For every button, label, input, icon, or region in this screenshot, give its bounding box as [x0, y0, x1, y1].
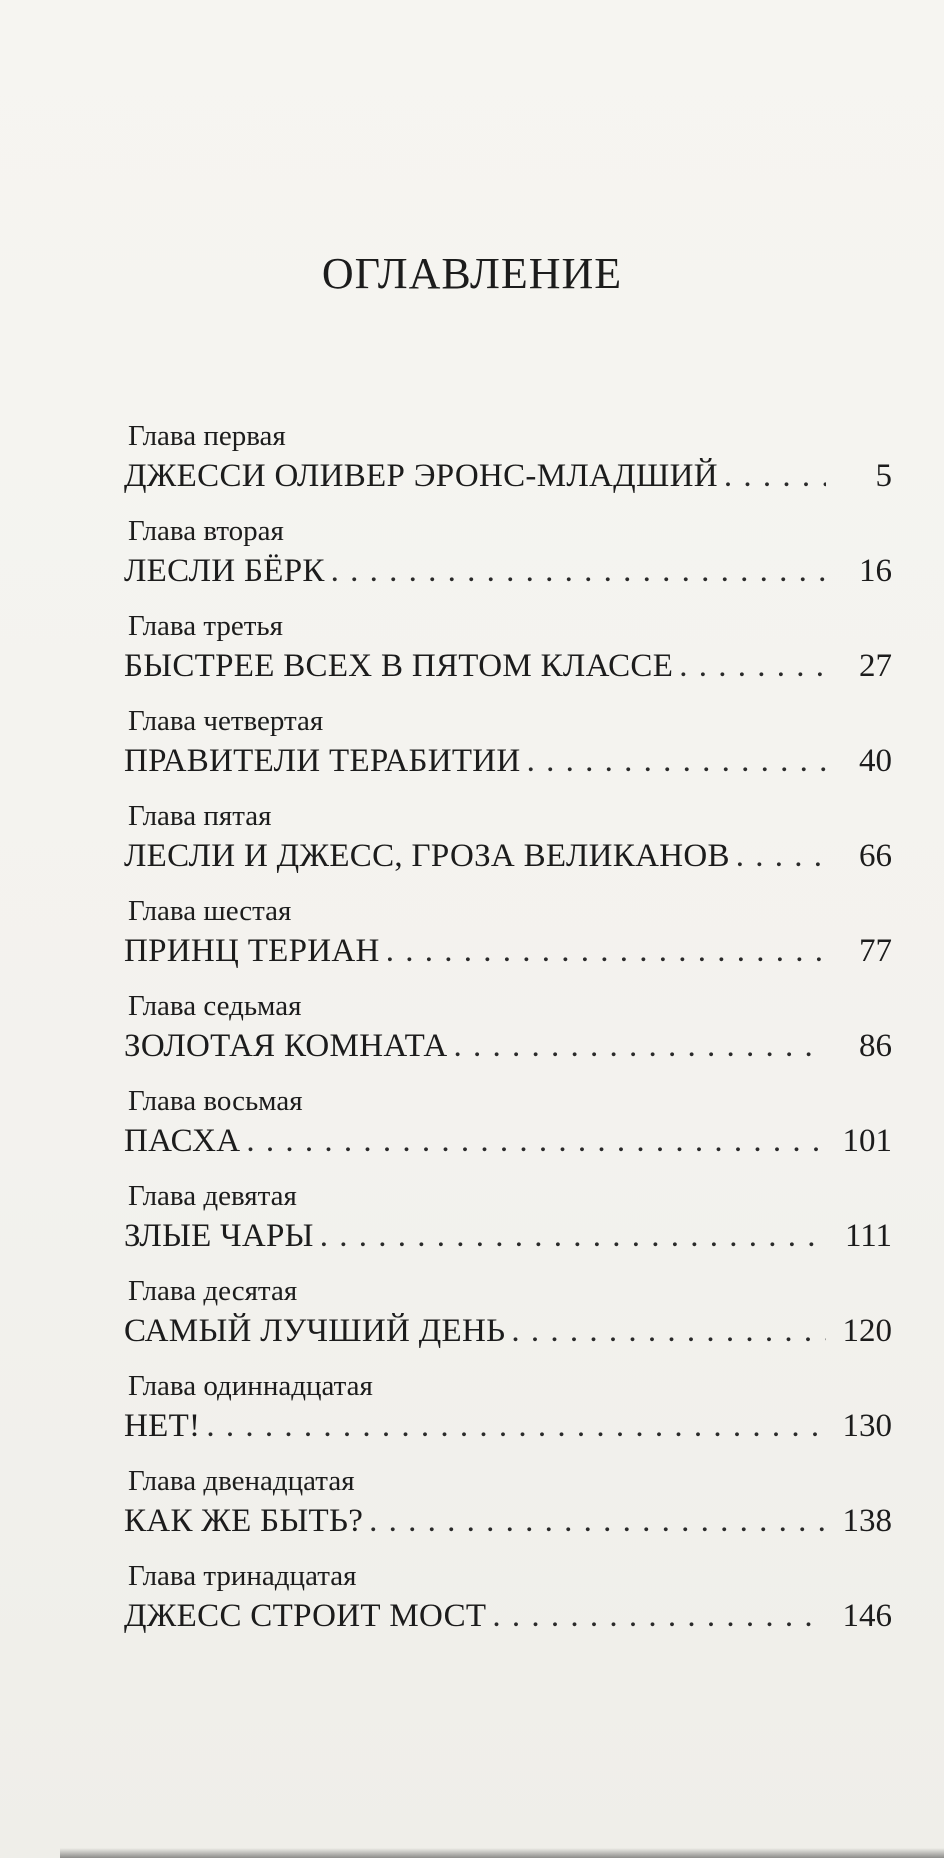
chapter-title: НЕТ! [124, 1408, 201, 1444]
dot-leader [206, 1406, 826, 1446]
page-title: ОГЛАВЛЕНИЕ [321, 249, 623, 298]
dot-leader [331, 551, 826, 591]
chapter-label: Глава восьмая [128, 1085, 303, 1117]
dot-leader [454, 1026, 826, 1066]
toc-entry [124, 703, 892, 798]
chapter-title-line [124, 456, 892, 496]
chapter-title-line [124, 1311, 892, 1351]
toc-entry [124, 1178, 892, 1273]
page-number: 130 [842, 1408, 892, 1444]
toc-entry [124, 1273, 892, 1368]
chapter-title-line [124, 1501, 892, 1541]
chapter-label: Глава тринадцатая [128, 1560, 357, 1592]
dot-leader [736, 836, 826, 876]
chapter-title-line [124, 1216, 892, 1256]
page-number: 101 [842, 1123, 892, 1159]
chapter-label: Глава шестая [128, 895, 292, 927]
chapter-title: ПРИНЦ ТЕРИАН [124, 933, 380, 969]
chapter-title: ПРАВИТЕЛИ ТЕРАБИТИИ [124, 743, 521, 779]
chapter-title: ДЖЕСС СТРОИТ МОСТ [124, 1598, 487, 1634]
toc-entry [124, 418, 892, 513]
chapter-title-line [124, 931, 892, 971]
chapter-label: Глава четвертая [128, 705, 324, 737]
toc-entry [124, 513, 892, 608]
toc-entry [124, 798, 892, 893]
chapter-title: ПАСХА [124, 1123, 241, 1159]
chapter-title: ДЖЕССИ ОЛИВЕР ЭРОНС-МЛАДШИЙ [124, 458, 718, 494]
dot-leader [246, 1121, 826, 1161]
chapter-label: Глава вторая [128, 515, 284, 547]
toc-entry [124, 1463, 892, 1558]
page-number: 66 [859, 838, 892, 874]
page-number: 146 [842, 1598, 892, 1634]
chapter-title: ЛЕСЛИ И ДЖЕСС, ГРОЗА ВЕЛИКАНОВ [124, 838, 730, 874]
page-number: 27 [859, 648, 892, 684]
chapter-title-line [124, 1406, 892, 1446]
chapter-title-line [124, 836, 892, 876]
chapter-label: Глава одиннадцатая [128, 1370, 373, 1402]
chapter-title: ЛЕСЛИ БЁРК [124, 553, 325, 589]
chapter-title-line [124, 1121, 892, 1161]
dot-leader [527, 741, 826, 781]
page-number: 5 [875, 458, 892, 494]
toc-entry [124, 893, 892, 988]
chapter-title-line [124, 741, 892, 781]
chapter-label: Глава третья [128, 610, 283, 642]
chapter-label: Глава первая [128, 420, 286, 452]
chapter-title-line [124, 551, 892, 591]
page-number: 86 [859, 1028, 892, 1064]
dot-leader [369, 1501, 826, 1541]
chapter-label: Глава девятая [128, 1180, 297, 1212]
chapter-title: БЫСТРЕЕ ВСЕХ В ПЯТОМ КЛАССЕ [124, 648, 674, 684]
chapter-label: Глава пятая [128, 800, 272, 832]
chapter-label: Глава седьмая [128, 990, 302, 1022]
page-number: 120 [842, 1313, 892, 1349]
page-number: 77 [859, 933, 892, 969]
page-number: 111 [844, 1218, 892, 1254]
chapter-title: САМЫЙ ЛУЧШИЙ ДЕНЬ [124, 1313, 506, 1349]
page-number: 16 [859, 553, 892, 589]
chapter-title-line [124, 1026, 892, 1066]
chapter-title: ЗОЛОТАЯ КОМНАТА [124, 1028, 448, 1064]
dot-leader [320, 1216, 826, 1256]
toc-entry [124, 988, 892, 1083]
toc-entry [124, 608, 892, 703]
dot-leader [679, 646, 826, 686]
chapter-title-line [124, 1596, 892, 1636]
toc-entry [124, 1558, 892, 1653]
dot-leader [386, 931, 826, 971]
dot-leader [724, 456, 826, 496]
chapter-label: Глава десятая [128, 1275, 298, 1307]
toc-list [124, 418, 892, 1653]
chapter-label: Глава двенадцатая [128, 1465, 355, 1497]
page-number: 40 [859, 743, 892, 779]
toc-entry [124, 1083, 892, 1178]
toc-entry [124, 1368, 892, 1463]
chapter-title: ЗЛЫЕ ЧАРЫ [124, 1218, 314, 1254]
dot-leader [511, 1311, 826, 1351]
chapter-title: КАК ЖЕ БЫТЬ? [124, 1503, 364, 1539]
page-number: 138 [842, 1503, 892, 1539]
chapter-title-line [124, 646, 892, 686]
page-bottom-edge [60, 1848, 944, 1858]
dot-leader [492, 1596, 826, 1636]
